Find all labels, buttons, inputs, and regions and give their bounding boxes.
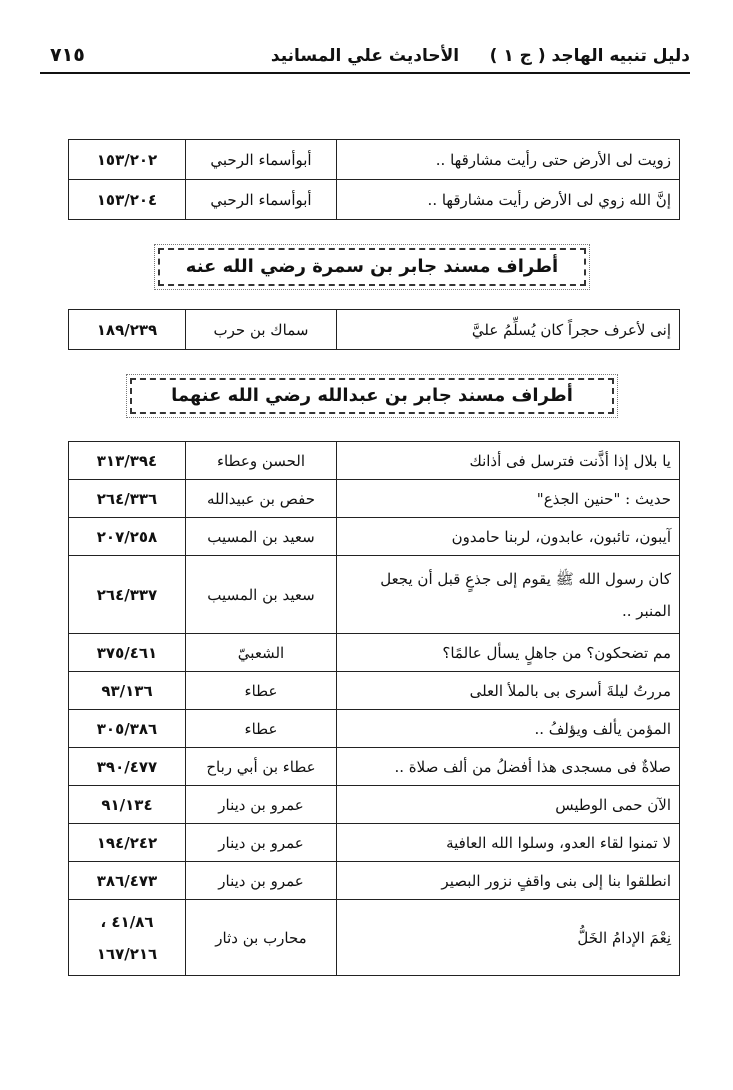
reference: ١٩٤/٢٤٢ bbox=[69, 824, 186, 862]
hadith-text: إنى لأعرف حجراً كان يُسلِّمُ عليَّ bbox=[337, 310, 680, 350]
narrator: عطاء bbox=[186, 710, 337, 748]
narrator: عطاء بن أبي رباح bbox=[186, 748, 337, 786]
table-row bbox=[69, 310, 680, 350]
narrator: سعيد بن المسيب bbox=[186, 556, 337, 634]
narrator: الحسن وعطاء bbox=[186, 442, 337, 480]
reference-line-1: ٤١/٨٦ ، bbox=[100, 912, 154, 931]
narrator: عطاء bbox=[186, 672, 337, 710]
reference: ٩٣/١٣٦ bbox=[69, 672, 186, 710]
narrator: سماك بن حرب bbox=[186, 310, 337, 350]
table-row bbox=[69, 862, 680, 900]
reference: ٣٩٠/٤٧٧ bbox=[69, 748, 186, 786]
hadith-text: يا بلال إذا أذَّنت فترسل فى أذانك bbox=[337, 442, 680, 480]
narrator: محارب بن دثار bbox=[186, 900, 337, 976]
narrator: حفص بن عبيدالله bbox=[186, 480, 337, 518]
reference: ٣٠٥/٣٨٦ bbox=[69, 710, 186, 748]
hadith-text: حديث : "حنين الجذع" bbox=[337, 480, 680, 518]
hadith-text: آيبون، تائبون، عابدون، لربنا حامدون bbox=[337, 518, 680, 556]
page-number: ٧١٥ bbox=[50, 44, 85, 66]
table-row bbox=[69, 480, 680, 518]
hadith-table-2 bbox=[68, 309, 680, 350]
table-row bbox=[69, 900, 680, 976]
reference: ١٥٣/٢٠٢ bbox=[69, 140, 186, 180]
narrator: الشعبيّ bbox=[186, 634, 337, 672]
reference: ١٨٩/٢٣٩ bbox=[69, 310, 186, 350]
book-title: دليل تنبيه الهاجد ( ج ١ ) bbox=[489, 46, 690, 66]
hadith-text: نِعْمَ الإدامُ الخَلُّ bbox=[337, 900, 680, 976]
table-row bbox=[69, 180, 680, 220]
reference: ٣١٣/٣٩٤ bbox=[69, 442, 186, 480]
table-row bbox=[69, 556, 680, 634]
reference-line-2: ١٦٧/٢١٦ bbox=[96, 944, 158, 963]
running-title: الأحاديث علي المسانيد bbox=[270, 46, 460, 66]
table-row bbox=[69, 672, 680, 710]
narrator: أبوأسماء الرحبي bbox=[186, 140, 337, 180]
narrator: سعيد بن المسيب bbox=[186, 518, 337, 556]
hadith-text: لا تمنوا لقاء العدو، وسلوا الله العافية bbox=[337, 824, 680, 862]
narrator: عمرو بن دينار bbox=[186, 824, 337, 862]
hadith-table-1 bbox=[68, 139, 680, 220]
table-row bbox=[69, 140, 680, 180]
hadith-table-3 bbox=[68, 441, 680, 976]
reference: ٢٠٧/٢٥٨ bbox=[69, 518, 186, 556]
narrator: عمرو بن دينار bbox=[186, 862, 337, 900]
hadith-text: انطلقوا بنا إلى بنى واقفٍ نزور البصير bbox=[337, 862, 680, 900]
narrator: عمرو بن دينار bbox=[186, 786, 337, 824]
table-row bbox=[69, 518, 680, 556]
hadith-text: إنَّ الله زوي لى الأرض رأيت مشارقها .. bbox=[337, 180, 680, 220]
narrator: أبوأسماء الرحبي bbox=[186, 180, 337, 220]
hadith-text: زويت لى الأرض حتى رأيت مشارقها .. bbox=[337, 140, 680, 180]
table-row bbox=[69, 824, 680, 862]
reference: ٣٧٥/٤٦١ bbox=[69, 634, 186, 672]
hadith-text: صلاةٌ فى مسجدى هذا أفضلُ من ألف صلاة .. bbox=[337, 748, 680, 786]
reference: ٩١/١٣٤ bbox=[69, 786, 186, 824]
table-row bbox=[69, 442, 680, 480]
section-title-jabir-ibn-samura: أطراف مسند جابر بن سمرة رضي الله عنه bbox=[158, 248, 586, 286]
hadith-text: الآن حمى الوطيس bbox=[337, 786, 680, 824]
table-row bbox=[69, 710, 680, 748]
reference: ٢٦٤/٣٣٧ bbox=[69, 556, 186, 634]
hadith-text: كان رسول الله ﷺ يقوم إلى جذعٍ قبل أن يجعل المنبر .. bbox=[337, 556, 680, 634]
reference: ٣٨٦/٤٧٣ bbox=[69, 862, 186, 900]
reference: ١٥٣/٢٠٤ bbox=[69, 180, 186, 220]
hadith-text: المؤمن يألف ويؤلفُ .. bbox=[337, 710, 680, 748]
page-header bbox=[40, 40, 690, 74]
section-title-jabir-ibn-abdullah: أطراف مسند جابر بن عبدالله رضي الله عنهما bbox=[130, 378, 614, 414]
table-row bbox=[69, 748, 680, 786]
reference: ٢٦٤/٣٣٦ bbox=[69, 480, 186, 518]
hadith-text: مررتُ ليلةَ أسرى بى بالملأ العلى bbox=[337, 672, 680, 710]
table-row bbox=[69, 786, 680, 824]
hadith-text: مم تضحكون؟ من جاهلٍ يسأل عالمًا؟ bbox=[337, 634, 680, 672]
table-row bbox=[69, 634, 680, 672]
reference bbox=[69, 900, 186, 976]
